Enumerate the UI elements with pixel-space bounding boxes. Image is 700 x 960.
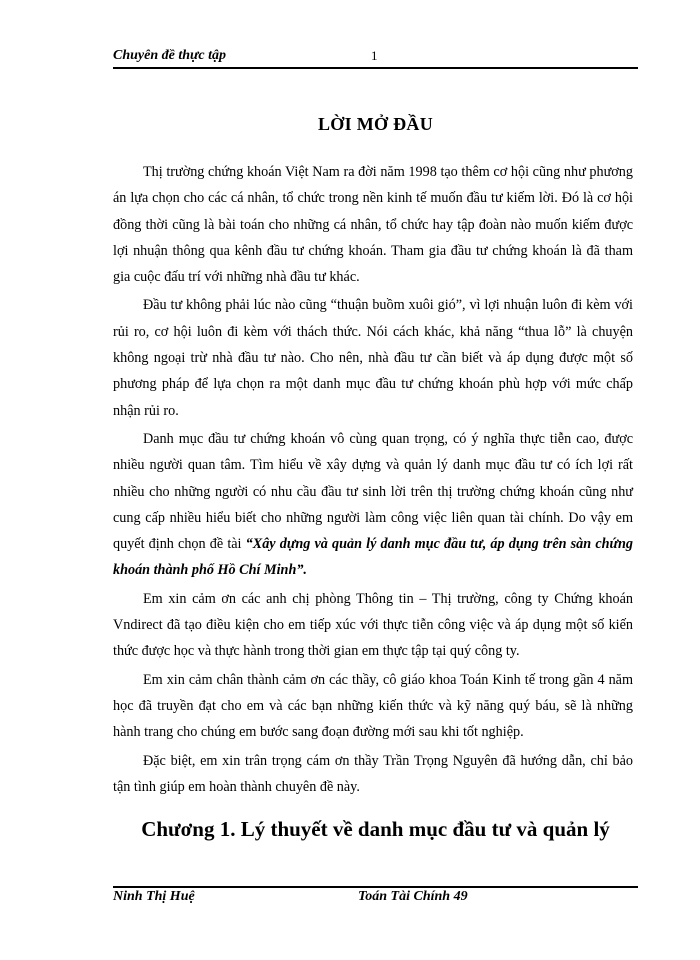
paragraph: Đầu tư không phải lúc nào cũng “thuận buồm xuôi gió”, vì lợi nhuận luôn đi kèm với rủi ro, cơ hội luôn đi kèm với thách thức. Nói cách khác, khả năng “thua lỗ” là chuyện không ngoại trừ nhà đầu tư nào. Cho nên, nhà đầu tư cần biết và áp dụng được một số phương pháp để lựa chọn ra một danh mục đầu tư chứng khoán phù hợp với mức chấp nhận rủi ro. (113, 297, 633, 419)
header-document-type: Chuyên đề thực tập (113, 48, 227, 63)
paragraph: Em xin cảm ơn các anh chị phòng Thông tin – Thị trường, công ty Chứng khoán Vndirect đã tạo điều kiện cho em tiếp xúc với thực tiễn công việc và áp dụng một số kiến thức được học và thực hành trong thời gian em thực tập tại quý công ty. (113, 590, 633, 660)
chapter-heading: Chương 1. Lý thuyết về danh mục đầu tư và quản lý (141, 817, 610, 841)
paragraph (113, 426, 633, 584)
footer-author: Ninh Thị Huệ (113, 889, 195, 904)
paragraph: Thị trường chứng khoán Việt Nam ra đời năm 1998 tạo thêm cơ hội cũng như phương án lựa chọn cho các cá nhân, tổ chức trong nền kinh tế muốn đầu tư kiếm lời. Đó là cơ hội đồng thời cũng là bài toán cho những cá nhân, tổ chức hay tập đoàn nào muốn kiếm được lợi nhuận thông qua kênh đầu tư chứng khoán. Tham gia đầu tư chứng khoán là đã tham gia cuộc đấu trí với những nhà đầu tư khác. (113, 164, 633, 286)
footer-class: Toán Tài Chính 49 (358, 889, 468, 904)
page-number: 1 (371, 48, 378, 63)
paragraph: Đặc biệt, em xin trân trọng cám ơn thầy Trần Trọng Nguyên đã hướng dẫn, chỉ bảo tận tình giúp em hoàn thành chuyên đề này. (113, 752, 633, 795)
header-rule (113, 67, 638, 69)
page-header (113, 48, 638, 68)
paragraph: Em xin cảm chân thành cảm ơn các thầy, cô giáo khoa Toán Kinh tế trong gần 4 năm học đã truyền đạt cho em và các bạn những kiến thức và kỹ năng quý báu, sẽ là những hành trang cho chúng em bước sang đoạn đường mới sau khi tốt nghiệp. (113, 671, 633, 741)
paragraph-text: Danh mục đầu tư chứng khoán vô cùng quan trọng, có ý nghĩa thực tiễn cao, được nhiều người quan tâm. Tìm hiểu về xây dựng và quản lý danh mục đầu tư có ích lợi rất nhiều cho những người có nhu cầu đầu tư sinh lời trên thị trường chứng khoán cũng như cung cấp nhiều hiểu biết cho những người làm công việc liên quan tài chính. Do vậy em quyết định chọn đề tài (113, 430, 633, 553)
thesis-topic: “Xây dựng và quản lý danh mục đầu tư, áp dụng trên sàn chứng khoán thành phố Hồ Chí Minh”. (113, 536, 633, 579)
document-body (113, 159, 633, 802)
footer-rule (113, 886, 638, 888)
page-title: LỜI MỞ ĐẦU (318, 114, 433, 134)
